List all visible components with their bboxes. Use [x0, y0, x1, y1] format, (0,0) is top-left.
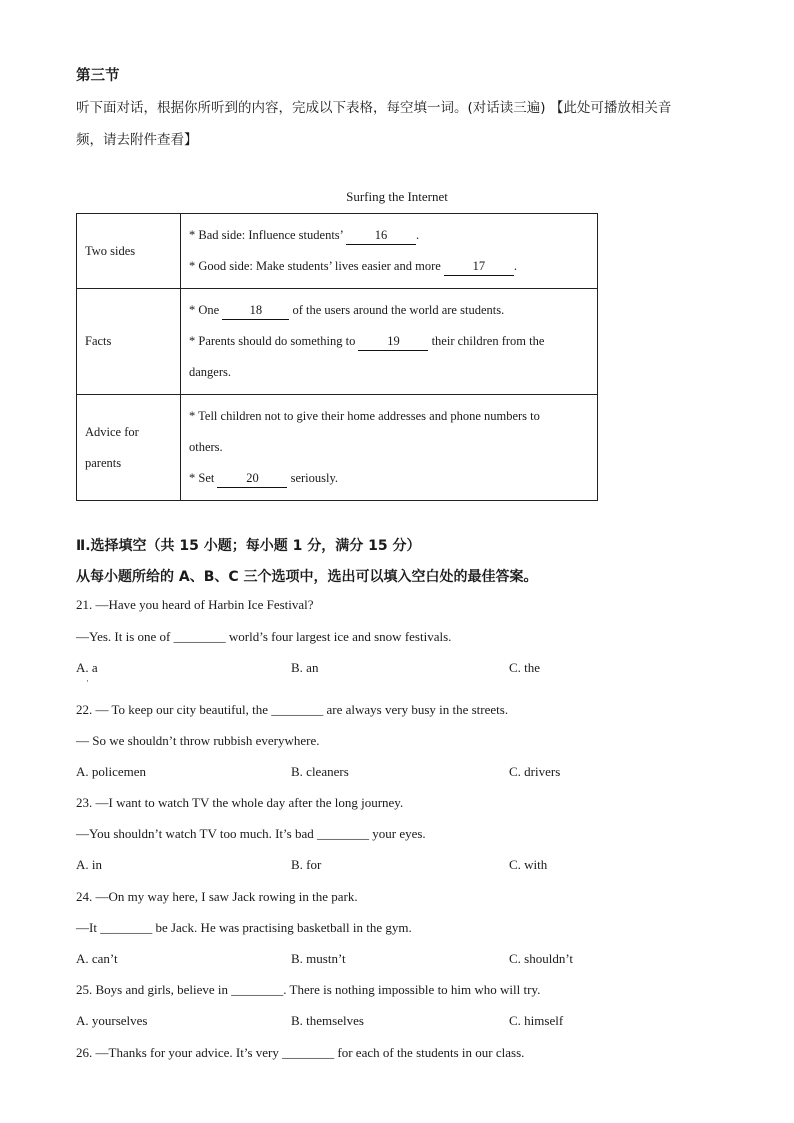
line-text: dangers. — [189, 365, 231, 379]
line-text: of the users around the world are students. — [289, 303, 505, 317]
section-instruction: 从每小题所给的 A、B、C 三个选项中，选出可以填入空白处的最佳答案。 — [76, 569, 538, 585]
line-text: . — [416, 228, 420, 242]
row-content — [181, 395, 598, 501]
line-text: * Tell children not to give their home addresses and phone numbers to — [189, 409, 540, 423]
answer-blank-17: 17 — [444, 258, 514, 276]
instruction-line-1: 听下面对话，根据你所听到的内容，完成以下表格，每空填一词。(对话读三遍) 【此处可播放相关音 — [76, 100, 672, 116]
table-line — [189, 401, 589, 432]
question-stem: 23. —I want to watch TV the whole day after the long journey. — [76, 795, 404, 810]
line-text: * Good side: Make students’ lives easier and more — [189, 259, 444, 273]
table-line — [189, 251, 589, 282]
line-text: * Bad side: Influence students’ — [189, 228, 347, 242]
option-c: C. himself — [509, 1013, 564, 1028]
fill-in-table — [76, 213, 598, 501]
line-text: seriously. — [287, 471, 339, 485]
option-a: A. a — [76, 660, 98, 675]
line-text: * Parents should do something to — [189, 334, 359, 348]
question-stem: 26. —Thanks for your advice. It’s very ________ for each of the students in our class. — [76, 1045, 525, 1060]
question-line: —Yes. It is one of ________ world’s four largest ice and snow festivals. — [76, 629, 452, 644]
row-label-line: parents — [85, 455, 122, 470]
line-text: others. — [189, 440, 223, 454]
stray-dot: · — [86, 676, 89, 686]
line-text: * Set — [189, 471, 218, 485]
question-line: — So we shouldn’t throw rubbish everywhere. — [76, 733, 320, 748]
question-line: —It ________ be Jack. He was practising basketball in the gym. — [76, 920, 412, 935]
row-label — [77, 395, 181, 501]
option-c: C. drivers — [509, 764, 561, 779]
option-a: A. can’t — [76, 951, 118, 966]
table-title: Surfing the Internet — [346, 189, 448, 204]
question-stem: 24. —On my way here, I saw Jack rowing in the park. — [76, 889, 358, 904]
option-a: A. yourselves — [76, 1013, 148, 1028]
table-row — [77, 289, 598, 395]
question-stem: 22. — To keep our city beautiful, the ________ are always very busy in the streets. — [76, 702, 509, 717]
row-content — [181, 289, 598, 395]
section-heading: Ⅱ.选择填空（共 15 小题；每小题 1 分，满分 15 分） — [76, 538, 421, 554]
table-line — [189, 357, 589, 388]
row-label: Facts — [77, 289, 181, 395]
table-line — [189, 295, 589, 326]
question-stem: 21. —Have you heard of Harbin Ice Festival? — [76, 597, 314, 612]
section-title: 第三节 — [76, 68, 120, 84]
row-label: Two sides — [77, 214, 181, 289]
table-row — [77, 395, 598, 501]
line-text: * One — [189, 303, 223, 317]
option-b: B. cleaners — [291, 764, 349, 779]
option-c: C. the — [509, 660, 541, 675]
answer-blank-18: 18 — [222, 302, 289, 320]
table-line — [189, 463, 589, 494]
option-b: B. an — [291, 660, 319, 675]
line-text: . — [513, 259, 518, 273]
option-a: A. policemen — [76, 764, 147, 779]
option-b: B. mustn’t — [291, 951, 346, 966]
option-c: C. shouldn’t — [509, 951, 574, 966]
row-label-line: Advice for — [85, 424, 139, 439]
table-line — [189, 326, 589, 357]
table-line — [189, 220, 589, 251]
option-b: B. for — [291, 857, 322, 872]
row-content — [181, 214, 598, 289]
table-row — [77, 214, 598, 289]
question-line: —You shouldn’t watch TV too much. It’s bad ________ your eyes. — [76, 826, 426, 841]
instruction-line-2: 频，请去附件查看】 — [76, 132, 198, 148]
option-c: C. with — [509, 857, 548, 872]
answer-blank-16: 16 — [346, 227, 416, 245]
answer-blank-19: 19 — [358, 333, 428, 351]
answer-blank-20: 20 — [217, 470, 287, 488]
option-b: B. themselves — [291, 1013, 364, 1028]
option-a: A. in — [76, 857, 102, 872]
line-text: their children from the — [428, 334, 545, 348]
table-line — [189, 432, 589, 463]
question-stem: 25. Boys and girls, believe in ________. There is nothing impossible to him who will try. — [76, 982, 541, 997]
